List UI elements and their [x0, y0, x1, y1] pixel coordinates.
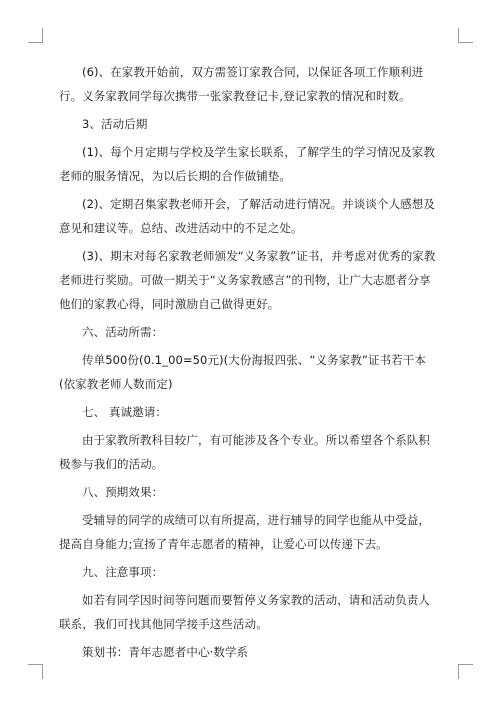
- heading-late-stage: 3、活动后期: [82, 117, 148, 131]
- paragraph-certificates: (3)、期末对每名家教老师颁发“义务家教”证书，并考虑对优秀的家教老师进行奖励。可做一期关于“义务家教感言”的刊物，让广大志愿者分享他们的家教心得，同时激励自己做得更好。: [59, 249, 436, 311]
- paragraph-preparation-contract: (6)、在家教开始前，双方需签订家教合同，以保证各项工作顺利进行。义务家教同学每次携带一张家教登记卡,登记家教的情况和时数。: [59, 65, 424, 103]
- crop-mark-top-left: [28, 28, 43, 43]
- crop-mark-bottom-right: [458, 664, 473, 679]
- crop-mark-top-right: [458, 28, 473, 43]
- heading-expected-results: 八、预期效果：: [82, 485, 164, 499]
- heading-notes: 九、注意事项：: [82, 565, 164, 579]
- heading-activity-needs: 六、活动所需：: [82, 325, 164, 339]
- crop-mark-bottom-left: [28, 664, 43, 679]
- paragraph-monthly-contact: (1)、每个月定期与学校及学生家长联系，了解学生的学习情况及家教老师的服务情况，为以后长期的合作做铺垫。: [59, 145, 435, 183]
- paragraph-materials: 传单500份(0.1_00=50元)(大份海报四张、“义务家教”证书若干本(依家教老师人数而定): [59, 353, 426, 391]
- paragraph-regular-meetings: (2)、定期召集家教老师开会，了解活动进行情况。并谈谈个人感想及意见和建议等。总结、改进活动中的不足之处。: [59, 197, 435, 235]
- paragraph-expected-results: 受辅导的同学的成绩可以有所提高，进行辅导的同学也能从中受益，提高自身能力;宣扬了青年志愿者的精神，让爱心可以传递下去。: [59, 513, 430, 551]
- paragraph-invitation: 由于家教所教科目较广，有可能涉及各个专业。所以希望各个系队积极参与我们的活动。: [59, 433, 430, 471]
- document-body: [59, 60, 441, 668]
- paragraph-notes: 如若有同学因时间等问题而要暂停义务家教的活动，请和活动负责人联系，我们可找其他同学接手这些活动。: [59, 593, 430, 631]
- heading-invitation: 七、 真诚邀请：: [82, 405, 167, 419]
- planner-signature: 策划书：青年志愿者中心·数学系: [82, 645, 249, 659]
